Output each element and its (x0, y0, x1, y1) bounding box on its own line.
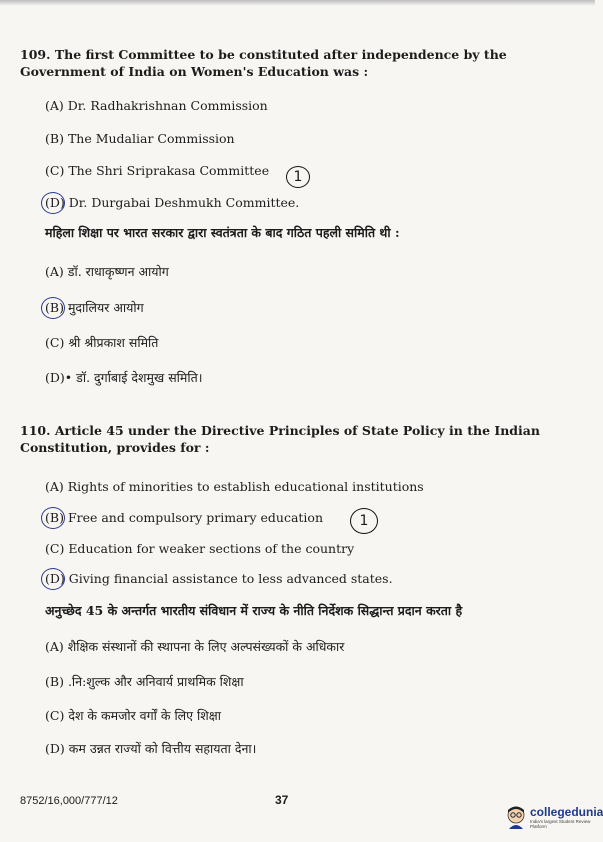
option-text: Education for weaker sections of the country (68, 541, 355, 556)
option-label: (A) (45, 639, 64, 654)
option-label: (C) (45, 708, 65, 723)
q110-option-b (45, 510, 323, 526)
question-number: 109. (20, 47, 51, 62)
option-text: डॉ. दुर्गाबाई देशमुख समिति। (76, 370, 203, 385)
option-text: डॉ. राधाकृष्णन आयोग (67, 264, 169, 279)
option-label: (C) (45, 541, 65, 556)
handwritten-answer-mark: 1 (350, 508, 378, 534)
q110-hindi-option-b (45, 674, 244, 690)
option-text: Dr. Durgabai Deshmukh Committee. (68, 195, 300, 210)
q110-option-d (45, 571, 393, 587)
q110-hindi-option-c (45, 708, 221, 724)
option-label: (D)• (45, 370, 73, 385)
option-label-circled: (B) (45, 510, 64, 525)
q109-hindi-option-a (45, 264, 169, 280)
booklet-code: 8752/16,000/777/12 (20, 795, 118, 807)
option-text: Giving financial assistance to less advanced states. (68, 571, 393, 586)
option-text: कम उन्नत राज्यों को वित्तीय सहायता देना। (68, 741, 257, 756)
option-label-circled: (D) (45, 195, 65, 210)
option-text: The Shri Sriprakasa Committee (68, 163, 270, 178)
question-text: Article 45 under the Directive Principles of State Policy in the Indian Constitution, provides for : (20, 423, 540, 455)
option-label: (C) (45, 163, 65, 178)
q109-option-a (45, 98, 268, 114)
logo-name: collegedunia (530, 805, 603, 819)
option-label: (A) (45, 264, 64, 279)
option-text: Free and compulsory primary education (67, 510, 324, 525)
collegedunia-logo (505, 800, 603, 834)
question-number: 110. (20, 423, 51, 438)
handwritten-answer-mark: 1 (286, 166, 310, 188)
q110-option-a (45, 479, 424, 495)
question-110-hindi: अनुच्छेद 45 के अन्तर्गत भारतीय संविधान में राज्य के नीति निर्देशक सिद्धान्त प्रदान करता है (45, 603, 463, 618)
option-label: (B) (45, 674, 64, 689)
option-text: Dr. Radhakrishnan Commission (67, 98, 268, 113)
option-text: देश के कमजोर वर्गों के लिए शिक्षा (68, 708, 221, 723)
scan-edge (0, 0, 595, 6)
option-label: (A) (45, 98, 64, 113)
page-number: 37 (275, 793, 289, 807)
student-avatar-icon (505, 805, 527, 829)
q110-hindi-option-a (45, 639, 344, 655)
option-text: .नि:शुल्क और अनिवार्य प्राथमिक शिक्षा (67, 674, 244, 689)
option-label-circled: (B) (45, 300, 64, 315)
option-label: (A) (45, 479, 64, 494)
q109-hindi-option-b (45, 300, 144, 316)
logo-tagline: India's largest Student Review Platform (530, 819, 591, 829)
option-text: Rights of minorities to establish educational institutions (67, 479, 424, 494)
q110-option-c (45, 541, 354, 557)
question-109-hindi: महिला शिक्षा पर भारत सरकार द्वारा स्वतंत्रता के बाद गठित पहली समिति थी : (45, 225, 400, 240)
q109-hindi-option-d (45, 370, 203, 386)
question-109 (20, 46, 570, 80)
question-text: The first Committee to be constituted after independence by the Government of India on Women's Education was : (20, 47, 507, 79)
option-text: मुदालियर आयोग (67, 300, 144, 315)
q109-option-d (45, 195, 299, 211)
option-text: The Mudaliar Commission (67, 131, 235, 146)
q109-option-c (45, 163, 269, 179)
option-label: (B) (45, 131, 64, 146)
q109-hindi-option-c (45, 335, 158, 351)
option-label: (C) (45, 335, 65, 350)
q109-option-b (45, 131, 235, 147)
option-label-circled: (D) (45, 571, 65, 586)
question-110 (20, 422, 570, 456)
option-label: (D) (45, 741, 65, 756)
option-text: शैक्षिक संस्थानों की स्थापना के लिए अल्पसंख्यकों के अधिकार (67, 639, 345, 654)
option-text: श्री श्रीप्रकाश समिति (68, 335, 159, 350)
q110-hindi-option-d (45, 741, 256, 757)
